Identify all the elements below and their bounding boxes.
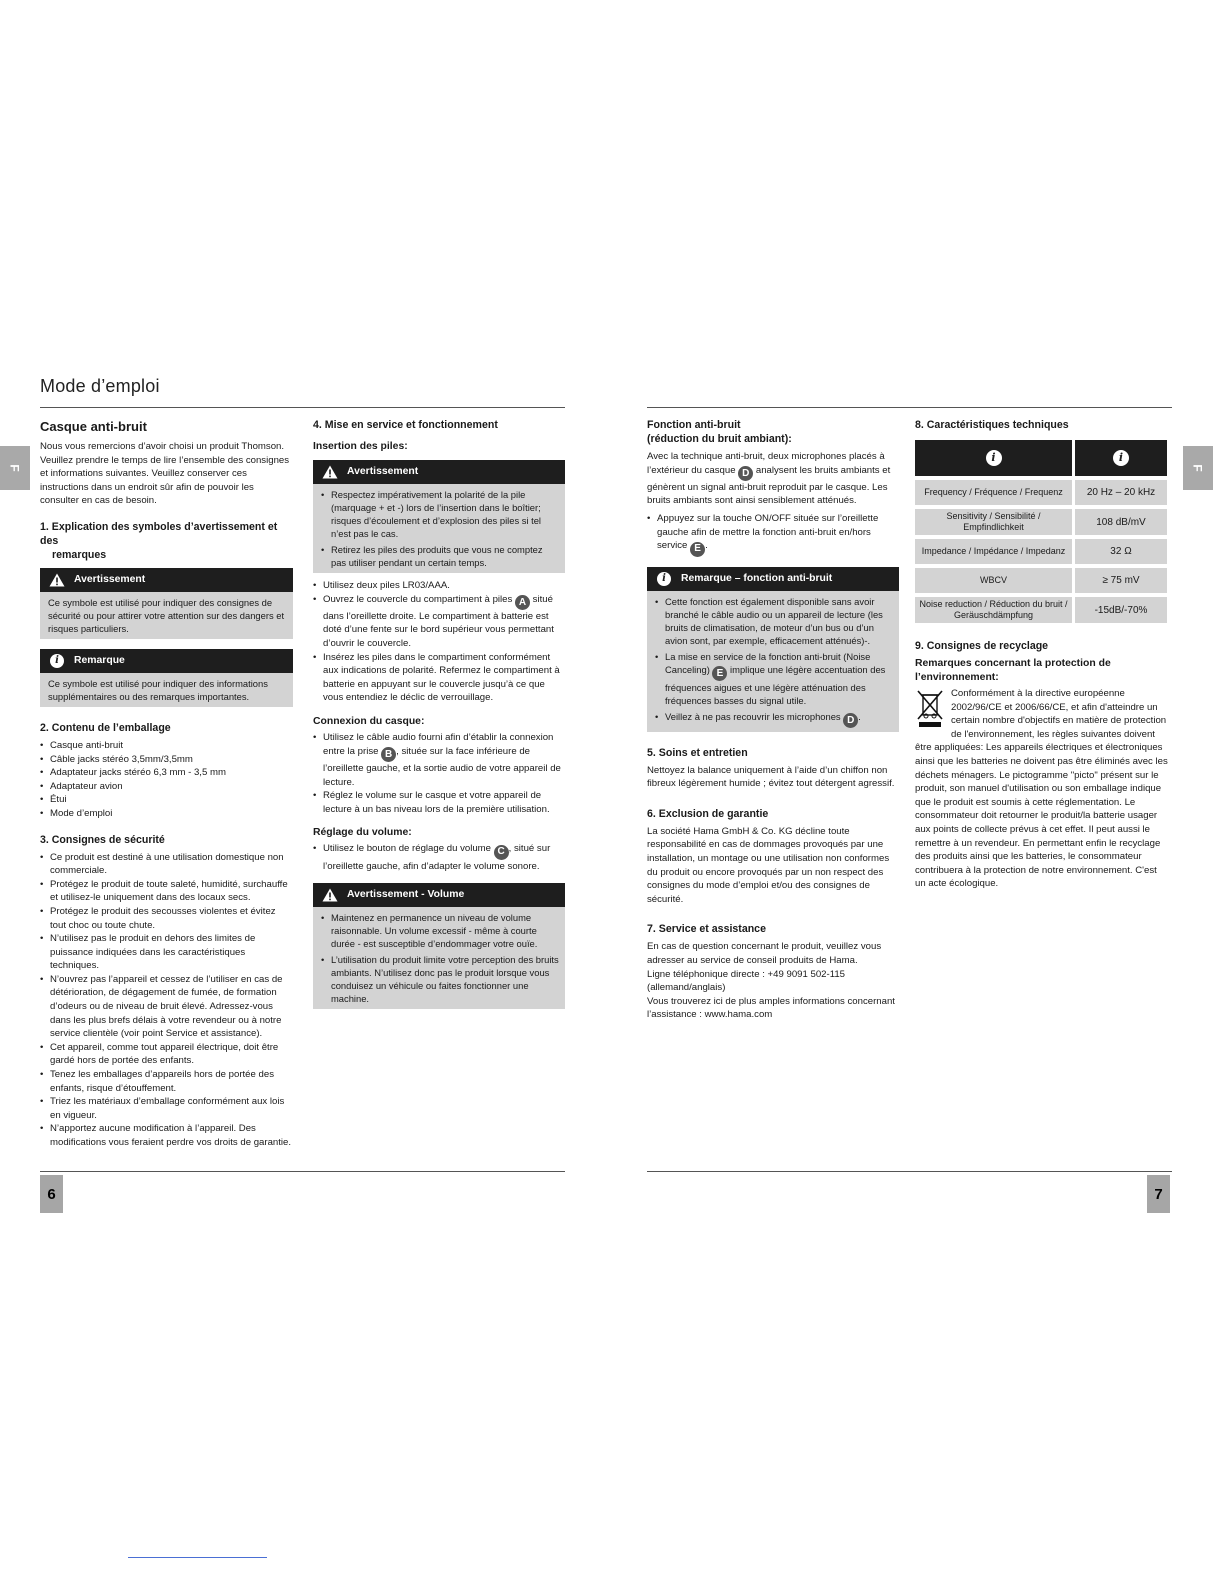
list-item: • Ce produit est destiné à une utilisation domestique non commerciale.	[40, 851, 293, 878]
section-5-title: 5. Soins et entretien	[647, 746, 748, 759]
column-4	[915, 418, 1170, 891]
page-title: Mode d’emploi	[40, 376, 160, 396]
list-item: • N’apportez aucune modification à l’appareil. Des modifications vous feraient perdre vos droits de garantie.	[40, 1122, 293, 1149]
anc-note-header: i Remarque – fonction anti-bruit	[647, 567, 899, 591]
list-item: • Utilisez le bouton de réglage du volume C , situé sur l’oreillette gauche, afin d’adapter le volume sonore.	[313, 842, 565, 873]
list-item: • Protégez le produit des secousses violentes et évitez tout choc ou toute chute.	[40, 905, 293, 932]
column-1	[40, 418, 293, 1150]
info-icon: i	[48, 653, 66, 669]
section-9-title: 9. Consignes de recyclage	[915, 640, 1049, 652]
specs-table	[912, 436, 1170, 627]
column-3	[647, 418, 899, 1022]
marker-d-icon: D	[843, 713, 858, 728]
list-item: • Maintenez en permanence un niveau de volume raisonnable. Un volume excessif - même à courte durée - est susceptible d’endommager votre ouïe.	[321, 911, 559, 950]
list-item: • Casque anti-bruit	[40, 739, 293, 753]
anc-title: Fonction anti-bruit (réduction du bruit ambiant):	[647, 419, 792, 445]
list-item: • Retirez les piles des produits que vous ne comptez pas utiliser pendant un certain temps.	[321, 543, 559, 569]
section-8-title: 8. Caractéristiques techniques	[915, 419, 1069, 431]
list-item: • L’utilisation du produit limite votre perception des bruits ambiants. N’utilisez donc pas le produit lorsque vous conduisez un véhicule ou faites fonctionner une machine.	[321, 953, 559, 1005]
list-item: • Utilisez deux piles LR03/AAA.	[313, 579, 565, 593]
list-item: • Triez les matériaux d’emballage conformément aux lois en vigueur.	[40, 1095, 293, 1122]
specs-header-label	[915, 440, 1072, 476]
list-item: • N’utilisez pas le produit en dehors des limites de puissance indiquées dans les caractéristiques techniques.	[40, 932, 293, 973]
section-3-title: 3. Consignes de sécurité	[40, 833, 165, 846]
list-item: • Respectez impérativement la polarité de la pile (marquage + et -) lors de l’insertion dans le boîtier; risques d’écoulement et d’explosion des piles si tel n’est pas le cas.	[321, 488, 559, 540]
list-item: • Protégez le produit de toute saleté, humidité, surchauffe et utilisez-le uniquement dans des locaux secs.	[40, 878, 293, 905]
language-tab-left: F	[0, 446, 30, 490]
marker-c-icon: C	[494, 845, 509, 860]
recycling-text-block	[915, 687, 1170, 891]
list-item: • Câble jacks stéréo 3,5mm/3,5mm	[40, 753, 293, 767]
section-2-title: 2. Contenu de l’emballage	[40, 721, 171, 734]
list-item: • Utilisez le câble audio fourni afin d’établir la connexion entre la prise B , située sur la face inférieure de l’oreillette gauche, et la sortie audio de votre appareil de lecture.	[313, 731, 565, 789]
marker-d-icon: D	[738, 466, 753, 481]
warning-icon	[48, 572, 66, 588]
list-item: • Tenez les emballages d’appareils hors de portée des enfants, risque d’étouffement.	[40, 1068, 293, 1095]
list-item: • Appuyez sur la touche ON/OFF située sur l’oreillette gauche afin de mettre la fonction anti-bruit en/hors service E .	[647, 512, 899, 556]
warning-header: Avertissement	[40, 568, 293, 592]
list-item: • Étui	[40, 793, 293, 807]
footer-link-underline	[128, 1557, 267, 1558]
section-6-title: 6. Exclusion de garantie	[647, 807, 769, 820]
list-item: • La mise en service de la fonction anti-bruit (Noise Canceling) E implique une légère accentuation des fréquences aigues et une légère atténuation des fréquences basses du signal utile.	[655, 650, 893, 707]
info-icon: i	[986, 450, 1002, 466]
page-number-right: 7	[1147, 1175, 1170, 1213]
marker-e-icon: E	[690, 542, 705, 557]
warranty-text: La société Hama GmbH & Co. KG décline toute responsabilité en cas de dommages provoqués par une installation, un montage ou une utilisation non conformes du produit ou encore provoqués par un non respect des consignes du mode d’emploi et/ou des consignes de sécurité.	[647, 825, 890, 905]
list-item: • Cet appareil, comme tout appareil électrique, doit être gardé hors de portée des enfants.	[40, 1041, 293, 1068]
column-2	[313, 418, 565, 1009]
note-header: i Remarque	[40, 649, 293, 673]
service-languages: (allemand/anglais)	[647, 982, 726, 994]
list-item: • Adaptateur avion	[40, 780, 293, 794]
intro-text: Nous vous remercions d’avoir choisi un produit Thomson. Veuillez prendre le temps de lire l’ensemble des consignes et informations suivantes. Veuillez conserver ces instructions dans un endroit sûr afin de pouvoir les consulter en cas de besoin.	[40, 441, 290, 507]
volume-steps	[313, 842, 565, 873]
note-body: Ce symbole est utilisé pour indiquer des informations supplémentaires ou des remarques importantes.	[40, 673, 293, 707]
marker-b-icon: B	[381, 747, 396, 762]
marker-a-icon: A	[515, 595, 530, 610]
volume-warning-header: Avertissement - Volume	[313, 883, 565, 907]
service-phone: Ligne téléphonique directe : +49 9091 502-115	[647, 968, 845, 980]
info-icon: i	[655, 571, 673, 587]
volume-subtitle: Réglage du volume:	[313, 827, 412, 839]
package-contents-list	[40, 739, 293, 821]
section-1-title: 1. Explication des symboles d’avertissement et des remarques	[40, 520, 278, 561]
table-row: Sensitivity / Sensibilité / Empfindlichkeit 108 dB/mV	[915, 509, 1167, 535]
table-row: WBCV ≥ 75 mV	[915, 568, 1167, 593]
section-7-title: 7. Service et assistance	[647, 923, 766, 936]
footer-rule-right	[647, 1171, 1172, 1172]
battery-warning-body	[313, 484, 565, 573]
table-row: Noise reduction / Réduction du bruit / Geräuschdämpfung -15dB/-70%	[915, 597, 1167, 623]
header-rule-right	[647, 407, 1172, 408]
anc-note-body	[647, 591, 899, 732]
list-item: • Réglez le volume sur le casque et votre appareil de lecture à un bas niveau lors de la première utilisation.	[313, 789, 565, 816]
list-item: • Mode d’emploi	[40, 807, 293, 821]
header-rule-left	[40, 407, 565, 408]
footer-rule-left	[40, 1171, 565, 1172]
anc-text: Avec la technique anti-bruit, deux microphones placés à l’extérieur du casque D analysent les bruits ambiants et génèrent un signal anti-bruit reproduit par le casque. Les bruits ambiants sont ainsi sensiblement atténués.	[647, 451, 891, 507]
product-title: Casque anti-bruit	[40, 419, 147, 434]
recycling-text: Conformément à la directive européenne 2002/96/CE et 2006/66/CE, et afin d'atteindre un certain nombre d'objectifs en matière de protection de l'environnement, les règles suivantes doivent être appliquées: Les appareils électriques et électroniques ainsi que les batteries ne doivent pas être éliminés avec les déchets ménagers. Le pictogramme "picto" présent sur le produit, son manuel d'utilisation ou son emballage indique que le produit est soumis à cette réglementation. Le consommateur doit retourner le produit/la batterie usager aux points de collecte prévus à cet effet. Il peut aussi le remettre à un revendeur. En permettant enfin le recyclage des produits ainsi que les batteries, le consommateur contribuera à la protection de notre environnement. C'est un acte écologique.	[915, 688, 1168, 890]
environment-subtitle: Remarques concernant la protection de l’environnement:	[915, 658, 1111, 683]
language-tab-right: F	[1183, 446, 1213, 490]
service-text-1: En cas de question concernant le produit, veuillez vous adresser au service de conseil produits de Hama.	[647, 941, 882, 966]
table-row: Impedance / Impédance / Impedanz 32 Ω	[915, 539, 1167, 564]
care-text: Nettoyez la balance uniquement à l’aide d’un chiffon non fibreux légèrement humide ; évitez tout détergent agressif.	[647, 764, 895, 790]
safety-list	[40, 851, 293, 1150]
warning-icon	[321, 464, 339, 480]
crossed-bin-icon	[915, 689, 945, 729]
battery-warning-header: Avertissement	[313, 460, 565, 484]
page-number-left: 6	[40, 1175, 63, 1213]
specs-header-value	[1075, 440, 1167, 476]
list-item: • Ouvrez le couvercle du compartiment à piles A situé dans l’oreillette droite. Le compartiment à batterie est doté d’une fente sur le bord supérieur vous permettant d’ouvrir le couvercle.	[313, 593, 565, 651]
list-item: • Adaptateur jacks stéréo 6,3 mm - 3,5 mm	[40, 766, 293, 780]
section-4-title: 4. Mise en service et fonctionnement	[313, 419, 498, 431]
connection-steps	[313, 731, 565, 816]
list-item: • Veillez à ne pas recouvrir les microphones D .	[655, 710, 893, 728]
volume-warning-body	[313, 907, 565, 1009]
battery-steps	[313, 579, 565, 705]
marker-e-icon: E	[712, 666, 727, 681]
list-item: • Insérez les piles dans le compartiment conformément aux indications de polarité. Refermez le compartiment à batterie en appuyant sur le couvercle jusqu’à ce que vous entendiez le déclic de verrouillage.	[313, 651, 565, 705]
info-icon: i	[1113, 450, 1129, 466]
anc-steps	[647, 512, 899, 556]
service-website: Vous trouverez ici de plus amples informations concernant l’assistance : www.hama.com	[647, 995, 895, 1021]
warning-body: Ce symbole est utilisé pour indiquer des consignes de sécurité ou pour attirer votre attention sur des dangers et risques particuliers.	[40, 592, 293, 639]
table-row: Frequency / Fréquence / Frequenz 20 Hz – 20 kHz	[915, 480, 1167, 505]
connection-subtitle: Connexion du casque:	[313, 716, 425, 728]
warning-icon	[321, 887, 339, 903]
battery-subtitle: Insertion des piles:	[313, 441, 408, 452]
list-item: • N’ouvrez pas l’appareil et cessez de l’utiliser en cas de détérioration, de dégagement de fumée, de formation d’odeurs ou de niveau de bruit élevé. Adressez-vous dans les plus brefs délais à votre revendeur ou à notre service clientèle (voir point Service et assistance).	[40, 973, 293, 1041]
list-item: • Cette fonction est également disponible sans avoir branché le câble audio ou un appareil de lecture (les bruits de climatisation, de moteur d’un bus ou d’un avion sont, par exemple, efficacement atténués)-.	[655, 595, 893, 647]
